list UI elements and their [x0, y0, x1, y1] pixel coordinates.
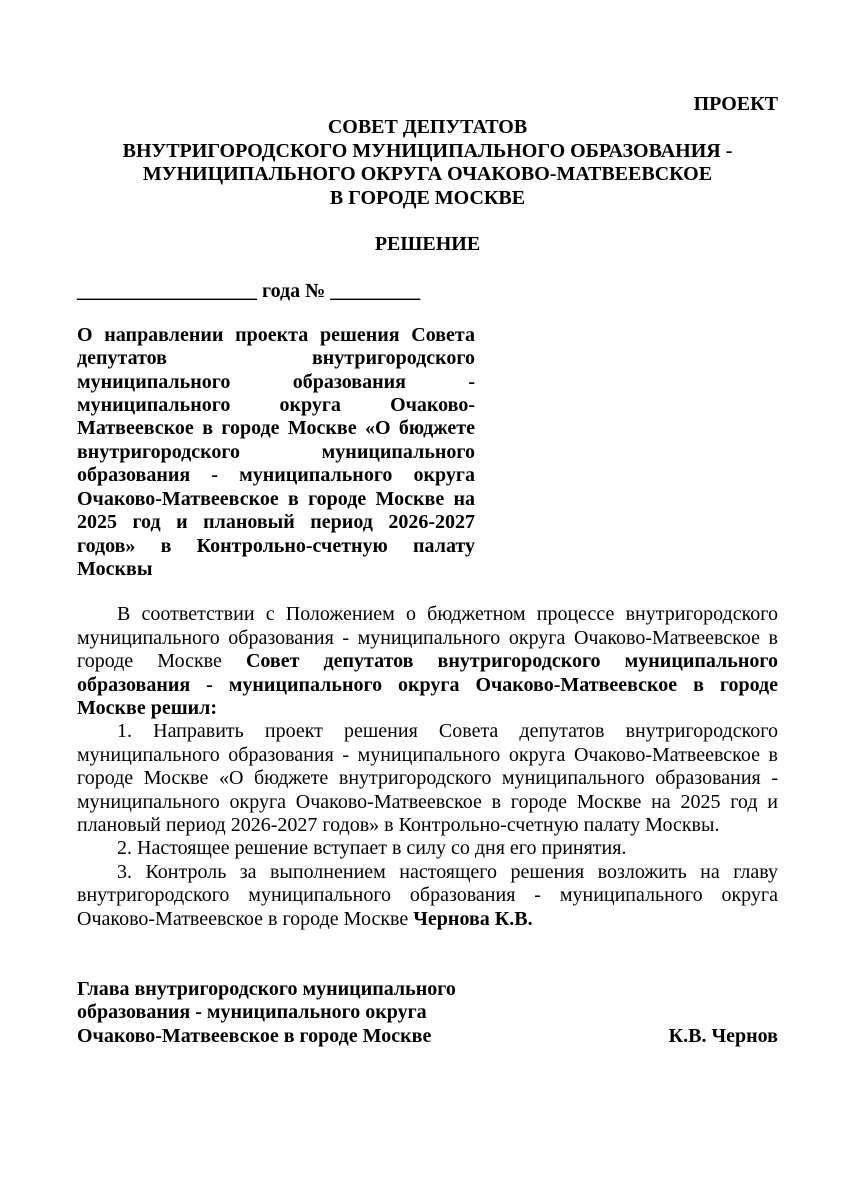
org-line-municipal-formation: ВНУТРИГОРОДСКОГО МУНИЦИПАЛЬНОГО ОБРАЗОВАНИЯ -: [122, 139, 733, 162]
decision-item-3: [77, 861, 778, 931]
decision-item-3-name: Чернова К.В.: [413, 907, 533, 930]
org-line-city: В ГОРОДЕ МОСКВЕ: [329, 186, 526, 209]
signatory-position: [77, 978, 456, 1048]
org-line-district: МУНИЦИПАЛЬНОГО ОКРУГА ОЧАКОВО-МАТВЕЕВСКОЕ: [142, 163, 713, 186]
preamble-bold-text: Совет депутатов внутригородского муниципального образования - муниципального округа Очаково-Матвеевское в городе Москве решил:: [77, 650, 778, 719]
org-name-block: [77, 116, 778, 210]
draft-label: ПРОЕКТ: [693, 93, 778, 115]
document-body: [77, 603, 778, 931]
signatory-position-line: Глава внутригородского муниципального: [77, 978, 456, 1000]
signatory-position-line: образования - муниципального округа: [77, 1001, 427, 1024]
decision-item-3-text: 3. Контроль за выполнением настоящего решения возложить на главу внутригородского муниципального образования - муниципального округа Очаково-Матвеевское в городе Москве: [77, 860, 778, 930]
signature-block: [77, 978, 778, 1048]
decision-item-1: 1. Направить проект решения Совета депутатов внутригородского муниципального образования - муниципального округа Очаково-Матвеевское в городе Москве «О бюджете внутригородского муниципального образования - муниципального округа Очаково-Матвеевское в городе Москве на 2025 год и плановый период 2026-2027 годов» в Контрольно-счетную палату Москвы.: [77, 720, 778, 836]
preamble-regular-text: В соответствии с Положением о бюджетном процессе внутригородского муниципального образования - муниципального округа Очаково-Матвеевское в городе Москве: [77, 603, 778, 673]
preamble-paragraph: [77, 603, 778, 720]
document-type-heading: РЕШЕНИЕ: [374, 233, 481, 256]
org-line-council: СОВЕТ ДЕПУТАТОВ: [327, 116, 528, 139]
document-subject: О направлении проекта решения Совета депутатов внутригородского муниципального образования - муниципального округа Очаково-Матвеевское в городе Москве «О бюджете внутригородского муниципального образования - муниципального округа Очаково-Матвеевское в городе Москве на 2025 год и плановый период 2026-2027 годов» в Контрольно-счетную палату Москвы: [77, 323, 475, 580]
date-number-line: __________________ года № _________: [77, 280, 421, 303]
signatory-name: К.В. Чернов: [668, 1024, 778, 1047]
decision-item-2: 2. Настоящее решение вступает в силу со дня его принятия.: [117, 837, 627, 860]
signatory-position-line: Очаково-Матвеевское в городе Москве: [77, 1024, 432, 1047]
